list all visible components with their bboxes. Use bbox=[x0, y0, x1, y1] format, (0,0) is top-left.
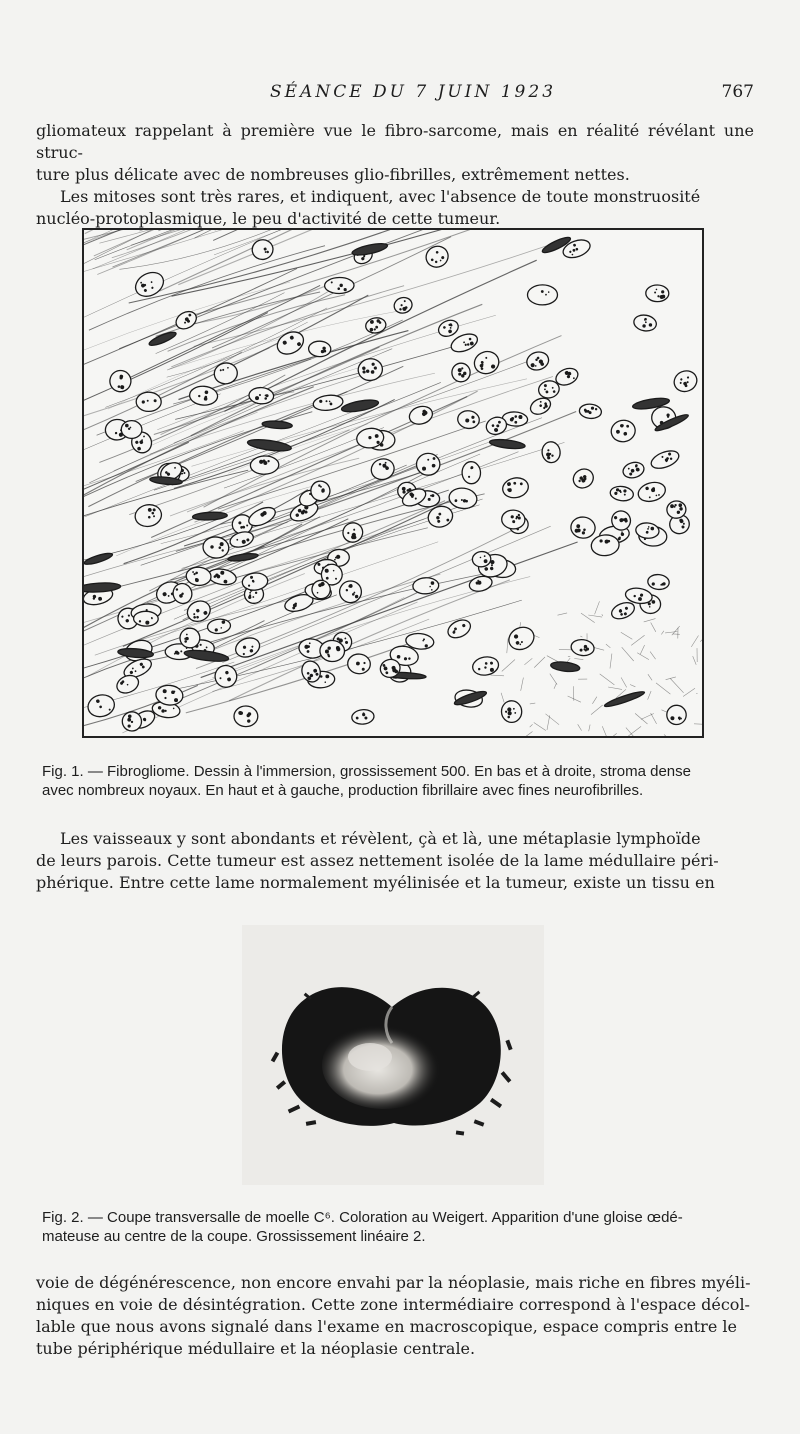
cell-nucleus bbox=[133, 502, 163, 529]
paragraph-line: ture plus délicate avec de nombreuses glio-fibrilles, extrêmement nettes. bbox=[36, 165, 630, 184]
stroma-stroke bbox=[534, 723, 546, 731]
stroma-stroke bbox=[650, 652, 656, 660]
cell-nucleus bbox=[666, 500, 686, 518]
cell-nucleus bbox=[324, 277, 354, 294]
cell-nucleus bbox=[525, 350, 551, 373]
paragraph-line: nucléo-protoplasmique, le peu d'activité de cette tumeur. bbox=[36, 209, 501, 228]
cell-nucleus bbox=[173, 308, 199, 332]
cell-nucleus bbox=[273, 328, 307, 359]
cell-nucleus bbox=[262, 420, 293, 429]
fibril bbox=[222, 526, 550, 662]
figure-1-caption bbox=[42, 762, 757, 800]
stroma-stroke bbox=[547, 715, 550, 730]
cell-nucleus bbox=[180, 628, 201, 648]
cell-nucleus bbox=[192, 511, 227, 520]
stroma-stroke bbox=[630, 685, 635, 687]
stroma-stroke bbox=[524, 658, 532, 665]
cell-nucleus bbox=[609, 485, 634, 502]
stroma-stroke bbox=[640, 645, 644, 654]
stroma-stroke bbox=[656, 683, 670, 694]
cell-nucleus bbox=[633, 313, 658, 332]
stroma-stroke bbox=[574, 659, 583, 660]
stroma-stroke bbox=[588, 615, 602, 617]
paragraph-2 bbox=[36, 828, 754, 894]
stroma-stroke bbox=[661, 631, 664, 635]
cell-nucleus bbox=[550, 661, 580, 673]
stroma-stroke bbox=[637, 653, 649, 660]
stroma-stroke bbox=[530, 724, 533, 727]
cell-nucleus bbox=[489, 438, 525, 450]
fibril bbox=[113, 230, 345, 267]
cell-nucleus bbox=[636, 480, 667, 505]
paragraph-line: lable que nous avons signalé dans l'exame en macroscopique, espace compris entre le bbox=[36, 1317, 737, 1336]
stroma-stroke bbox=[568, 696, 581, 702]
caption-line: Fig. 1. — Fibrogliome. Dessin à l'immersion, grossissement 500. En bas et à droite, stroma dense bbox=[42, 763, 691, 780]
running-title: SÉANCE DU 7 JUIN 1923 bbox=[270, 82, 557, 102]
cell-nucleus bbox=[392, 295, 413, 315]
stroma-stroke bbox=[507, 639, 508, 654]
cell-nucleus bbox=[416, 453, 440, 476]
stroma-stroke bbox=[651, 623, 656, 632]
stroma-stroke bbox=[502, 660, 515, 672]
paragraph-line: gliomateux rappelant à première vue le fibro-sarcome, mais en réalité révélant une struc- bbox=[36, 121, 754, 162]
cell-nucleus bbox=[134, 611, 159, 626]
cell-nucleus bbox=[341, 398, 380, 414]
cell-nucleus bbox=[457, 409, 481, 429]
stroma-stroke bbox=[641, 714, 654, 720]
cell-nucleus bbox=[462, 461, 481, 484]
stroma-stroke bbox=[521, 678, 524, 691]
stroma-stroke bbox=[592, 697, 597, 704]
cell-nucleus bbox=[189, 385, 218, 406]
stroma-stroke bbox=[521, 732, 533, 737]
paragraph-1 bbox=[36, 120, 754, 230]
stroma-stroke bbox=[700, 631, 702, 641]
cell-nucleus bbox=[501, 476, 530, 500]
fibril bbox=[84, 230, 351, 233]
stroma-stroke bbox=[683, 688, 695, 696]
cell-nucleus bbox=[312, 394, 343, 412]
cell-nucleus bbox=[570, 638, 595, 657]
cell-nucleus bbox=[84, 551, 113, 566]
stroma-stroke bbox=[501, 693, 504, 703]
cell-nucleus bbox=[647, 574, 670, 591]
stroma-stroke bbox=[580, 636, 582, 637]
cell-nucleus bbox=[451, 363, 470, 382]
cell-nucleus bbox=[579, 403, 602, 419]
paragraph-line: Les vaisseaux y sont abondants et révèlent, çà et là, une métaplasie lymphoïde bbox=[60, 829, 701, 848]
cell-nucleus bbox=[471, 655, 500, 677]
cell-nucleus bbox=[234, 706, 258, 727]
cell-nucleus bbox=[570, 465, 597, 491]
spinal-cord-section bbox=[242, 925, 544, 1185]
stroma-stroke bbox=[622, 647, 634, 661]
cell-nucleus bbox=[666, 705, 687, 726]
cell-nucleus bbox=[357, 357, 384, 382]
stroma-stroke bbox=[621, 632, 633, 639]
cell-nucleus bbox=[527, 285, 557, 305]
cell-nucleus bbox=[338, 579, 363, 604]
cell-nucleus bbox=[121, 420, 142, 439]
fibril bbox=[224, 260, 536, 411]
cell-nucleus bbox=[501, 509, 525, 529]
stroma-stroke bbox=[670, 679, 683, 693]
paragraph-line: niques en voie de désintégration. Cette zone intermédiaire correspond à l'espace décol- bbox=[36, 1295, 750, 1314]
fibril bbox=[104, 490, 449, 590]
cell-nucleus bbox=[207, 618, 231, 635]
paragraph-3 bbox=[36, 1272, 754, 1360]
cell-nucleus bbox=[248, 387, 274, 405]
stroma-stroke bbox=[591, 705, 603, 715]
paragraph-line: tube périphérique médullaire et la néoplasie centrale. bbox=[36, 1339, 476, 1358]
stroma-stroke bbox=[546, 714, 560, 725]
stroma-stroke bbox=[491, 675, 505, 676]
fibril bbox=[84, 230, 345, 237]
paragraph-line: de leurs parois. Cette tumeur est assez nettement isolée de la lame médullaire péri- bbox=[36, 851, 719, 870]
stroma-stroke bbox=[635, 713, 647, 724]
cell-nucleus bbox=[247, 438, 292, 454]
caption-line: avec nombreux noyaux. En haut et à gauche, production fibrillaire avec fines neurofibrilles. bbox=[42, 782, 644, 799]
cell-nucleus bbox=[250, 455, 279, 474]
cell-nucleus bbox=[136, 392, 161, 412]
cell-nucleus bbox=[412, 577, 439, 594]
stroma-stroke bbox=[610, 654, 612, 669]
stroma-stroke bbox=[648, 691, 652, 700]
paragraph-line: phérique. Entre cette lame normalement myélinisée et la tumeur, existe un tissu en bbox=[36, 873, 715, 892]
stroma-stroke bbox=[578, 724, 582, 730]
stroma-stroke bbox=[662, 710, 668, 713]
stroma-stroke bbox=[554, 683, 556, 688]
cell-nucleus bbox=[184, 648, 230, 663]
cell-nucleus bbox=[604, 689, 646, 708]
cell-nucleus bbox=[671, 368, 700, 395]
fibril bbox=[94, 230, 345, 256]
cell-nucleus bbox=[609, 418, 637, 444]
stroma-stroke bbox=[606, 644, 611, 648]
cell-nucleus bbox=[590, 534, 619, 557]
stroma-stroke bbox=[589, 725, 590, 732]
cell-nucleus bbox=[501, 700, 522, 722]
figure-1-drawing bbox=[82, 228, 704, 738]
stroma-stroke bbox=[547, 656, 558, 662]
cell-nucleus bbox=[212, 663, 239, 690]
stroma-stroke bbox=[664, 735, 667, 737]
cell-nucleus bbox=[148, 330, 178, 348]
stroma-stroke bbox=[595, 601, 600, 614]
cell-nucleus bbox=[308, 341, 331, 357]
cell-nucleus bbox=[347, 653, 371, 675]
cell-nucleus bbox=[621, 460, 645, 480]
fibril bbox=[177, 281, 337, 326]
cell-nucleus bbox=[646, 285, 669, 302]
figure-2-photo bbox=[242, 925, 544, 1185]
caption-line: mateuse au centre de la coupe. Grossissement linéaire 2. bbox=[42, 1228, 426, 1245]
cell-nucleus bbox=[351, 709, 374, 725]
stroma-stroke bbox=[621, 678, 627, 688]
cell-nucleus bbox=[570, 516, 596, 540]
stroma-stroke bbox=[534, 657, 545, 668]
cell-nucleus bbox=[86, 692, 117, 719]
stroma-stroke bbox=[602, 726, 606, 736]
fibroglioma-drawing bbox=[84, 230, 702, 736]
stroma-stroke bbox=[550, 674, 557, 685]
stroma-stroke bbox=[644, 619, 656, 622]
cell-nucleus bbox=[423, 243, 452, 271]
cell-nucleus bbox=[445, 616, 473, 641]
stroma-stroke bbox=[608, 687, 622, 689]
stroma-stroke bbox=[631, 635, 644, 645]
cell-nucleus bbox=[505, 623, 538, 653]
stroma-stroke bbox=[648, 674, 652, 680]
cell-nucleus bbox=[84, 582, 121, 593]
page-number: 767 bbox=[721, 82, 754, 102]
cell-nucleus bbox=[649, 447, 681, 471]
stroma-stroke bbox=[693, 656, 697, 665]
cell-nucleus bbox=[108, 369, 132, 393]
fibril bbox=[160, 230, 471, 291]
cell-nucleus bbox=[369, 456, 397, 482]
cell-nucleus bbox=[407, 404, 434, 427]
stroma-stroke bbox=[530, 703, 536, 704]
stroma-stroke bbox=[600, 674, 615, 685]
stroma-stroke bbox=[602, 614, 603, 616]
cell-nucleus bbox=[122, 712, 141, 731]
stroma-stroke bbox=[691, 636, 698, 647]
figure-2-caption bbox=[42, 1208, 757, 1246]
stroma-stroke bbox=[665, 632, 677, 633]
fibril bbox=[93, 230, 458, 269]
page-header bbox=[0, 82, 800, 108]
stroma-stroke bbox=[581, 613, 595, 623]
paragraph-line: voie de dégénérescence, non encore envahi par la néoplasie, mais riche en fibres myéli- bbox=[36, 1273, 751, 1292]
caption-line: Fig. 2. — Coupe transversalle de moelle C⁶. Coloration au Weigert. Apparition d'une gloise œdé- bbox=[42, 1209, 683, 1226]
paragraph-line: Les mitoses sont très rares, et indiquent, avec l'absence de toute monstruosité bbox=[60, 187, 701, 206]
cell-nucleus bbox=[609, 600, 636, 622]
fibril bbox=[85, 230, 367, 234]
stroma-stroke bbox=[558, 613, 568, 615]
